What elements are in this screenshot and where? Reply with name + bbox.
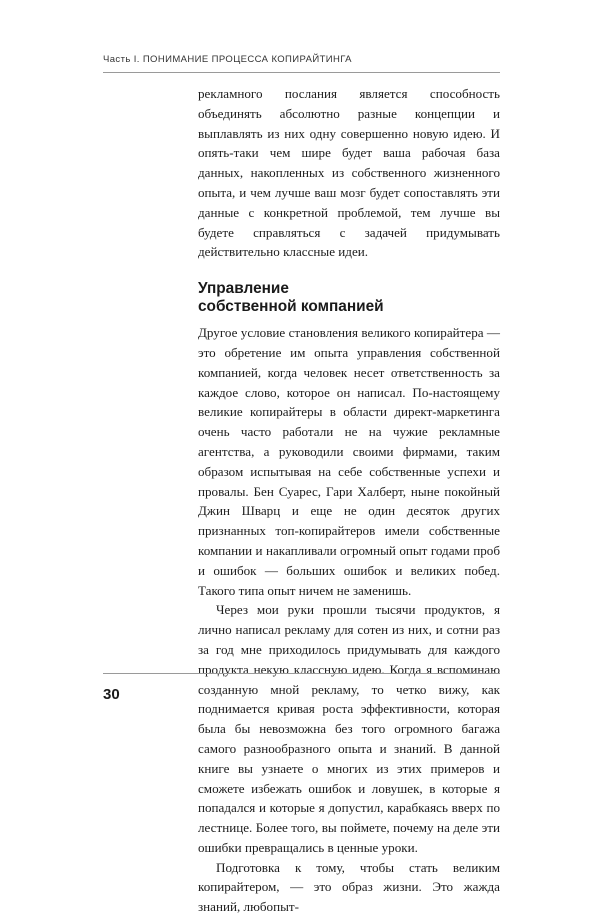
section-heading <box>198 280 500 316</box>
header-rule <box>103 72 500 73</box>
paragraph: рекламного послания является способность объединять абсолютно разные концепции и выплавлять из них одну совершенно новую идею. И опять-таки чем шире будет ваша рабочая база данных, накопленных из собственного жизненного опыта, и чем лучше ваш мозг будет сопоставлять эти данные с конкретной проблемой, тем лучше вы будете справляться с задачей придумывать действительно классные идеи. <box>198 86 500 260</box>
section-heading-line1: Управление <box>198 280 289 298</box>
running-head: Часть I. ПОНИМАНИЕ ПРОЦЕССА КОПИРАЙТИНГА <box>103 54 352 65</box>
section-heading-line2: собственной компанией <box>198 298 384 316</box>
footer-rule <box>103 673 500 674</box>
paragraph: Через мои руки прошли тысячи продуктов, я лично написал рекламу для сотен из них, и сотни раз за год мне приходилось придумывать для каждого продукта некую классную идею. Когда я вспоминаю созданную мной рекламу, то четко вижу, как поднимается кривая роста эффективности, которая была бы невозможна без того огромного багажа самого разнообразного опыта и знаний. В данной книге вы узнаете о многих из этих примеров и сможете избежать ошибок и ловушек, в которые я попадался и которые я допустил, карабкаясь вверх по лестнице. Более того, вы поймете, почему на деле эти ошибки превращались в ценные уроки. <box>198 602 500 855</box>
paragraph: Другое условие становления великого копирайтера — это обретение им опыта управления собственной компанией, когда человек несет ответственность за каждое слово, которое он написал. По-настоящему великие копирайтеры в области директ-маркетинга очень часто работали не на чужие рекламные агентства, а руководили своими фирмами, таким образом испытывая на себе собственные успехи и провалы. Бен Суарес, Гари Халберт, ныне покойный Джин Шварц и еще не один десяток других признанных топ-копирайтеров имели собственные компании и накапливали огромный опыт годами проб и ошибок — больших ошибок и великих побед. Такого типа опыт ничем не заменишь. <box>198 325 500 598</box>
page-number: 30 <box>103 686 120 703</box>
page-body <box>198 84 500 917</box>
paragraph: Подготовка к тому, чтобы стать великим копирайтером, — это образ жизни. Это жажда знаний, любопыт- <box>198 859 500 915</box>
